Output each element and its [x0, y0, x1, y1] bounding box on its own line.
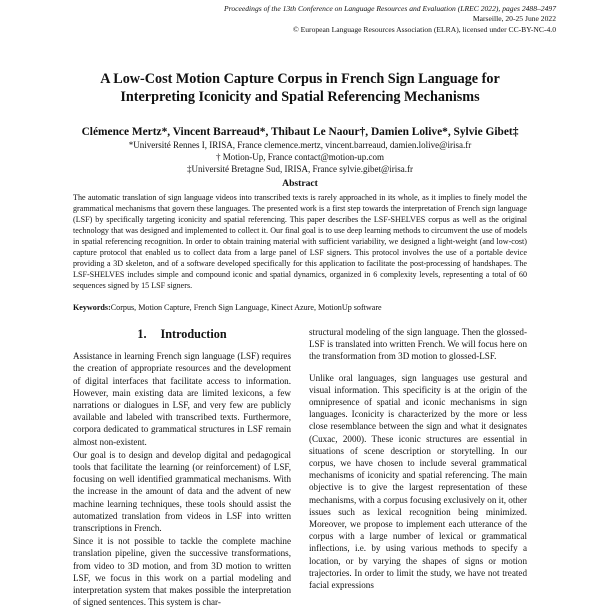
paper-title — [60, 70, 540, 106]
abstract-text: The automatic translation of sign language videos into transcribed texts is rarely approached in its whole, as it implies to finely model the grammatical mechanisms that govern these languages. The presented work is a first step towards the interpretation of French sign language (LSF) by specifically targeting iconicity and spatial referencing. This paper describes the LSF-SHELVES corpus as well as the original technology that was designed and implemented to collect it. Our final goal is to use deep learning methods to circumvent the use of models in spatial referencing recognition. In order to obtain training material with sufficient variability, we designed a light-weight (and low-cost) capture protocol that enabled us to collect data from a large panel of LSF signers. This protocol involves the use of a portable device providing a 3D skeleton, and of a software developed specifically for this application to facilitate the post-processing of handshapes. The LSF-SHELVES includes simple and compound iconic and spatial dynamics, organized in 6 complexity levels, representing a total of 60 sequences signed by 15 LSF signers. — [73, 193, 527, 290]
section-title: Introduction — [160, 327, 227, 341]
section-number: 1. — [137, 327, 147, 341]
author-list: Clémence Mertz*, Vincent Barreaud*, Thibaut Le Naour†, Damien Lolive*, Sylvie Gibet‡ — [81, 126, 519, 138]
affiliation-bretagne-sud: ‡Université Bretagne Sud, IRISA, France sylvie.gibet@irisa.fr — [187, 164, 413, 174]
paragraph: Our goal is to design and develop digital and pedagogical tools that facilitate the learning (or reinforcement) of LSF, focusing on well identified grammatical mechanisms. With the increase in the amount of data and the advent of new machine learning techniques, these tools should assist the automatized translation from videos in LSF into written transcriptions in French. — [73, 449, 291, 534]
proceedings-license: © European Language Resources Association (ELRA), licensed under CC-BY-NC-4.0 — [292, 24, 556, 34]
proceedings-header — [224, 4, 556, 35]
abstract-heading: Abstract — [282, 178, 318, 189]
paper-title-line-2: Interpreting Iconicity and Spatial Referencing Mechanisms — [120, 89, 480, 105]
paragraph: Assistance in learning French sign language (LSF) requires the creation of appropriate resources and the development of digital interfaces that facilitate access to information. However, main existing data are limited lexicons, a few narrations or dialogues in LSF, and very few are publicly available and labeled with transcribed texts. Furthermore, corpora dedicated to grammatical structures in LSF remain almost non-existent. — [73, 351, 291, 447]
paper-title-line-1: A Low-Cost Motion Capture Corpus in French Sign Language for — [100, 71, 500, 87]
keywords-label: Keywords: — [73, 303, 111, 312]
proceedings-location: Marseille, 20-25 June 2022 — [472, 14, 556, 24]
proceedings-citation: Proceedings of the 13th Conference on Language Resources and Evaluation (LREC 2022), pages 2488–2497 — [224, 4, 556, 13]
keywords-text: Corpus, Motion Capture, French Sign Language, Kinect Azure, MotionUp software — [110, 303, 382, 312]
left-column — [73, 318, 291, 609]
paragraph: structural modeling of the sign language. Then the glossed-LSF is translated into written French. We will focus here on the transformation from 3D motion to glossed-LSF. — [309, 327, 527, 362]
paragraph: Unlike oral languages, sign languages use gestural and visual information. This specificity is at the origin of the omnipresence of spatial and iconic mechanisms in sign languages. Iconicity is characterized by the more or less close resemblance between the sign and what it designates (Cuxac, 2000). These iconic structures are essential in situations of scene description or storytelling. In our corpus, we have chosen to include several grammatical mechanisms of iconicity and spatial referencing. The main objective is to give the largest representation of these mechanisms, with a corpus focusing exclusively on it, other issues such as lexical recognition being minimized. Moreover, we propose to implement each utterance of the corpus with a large number of lexical or grammatical inflections, i.e. by using various methods to specify a location, or by varying the shapes of signs or motion trajectories. In order to limit the study, we have not treated facial expressions — [309, 372, 527, 591]
keywords — [73, 302, 527, 313]
right-column — [309, 326, 527, 600]
paragraph: Since it is not possible to tackle the complete machine translation pipeline, given the successive transformations, from video to 3D motion, and from 3D motion to written LSF, we focus in this work on a partial modeling and interpretation system that makes possible the interpretation of signed sentences. This system is char- — [73, 536, 291, 608]
affiliation-motion-up: † Motion-Up, France contact@motion-up.com — [215, 152, 384, 162]
section-heading — [73, 328, 291, 340]
affiliation-rennes: *Université Rennes I, IRISA, France clemence.mertz, vincent.barreaud, damien.lolive@irisa.fr — [128, 140, 472, 150]
affiliations — [40, 139, 560, 175]
